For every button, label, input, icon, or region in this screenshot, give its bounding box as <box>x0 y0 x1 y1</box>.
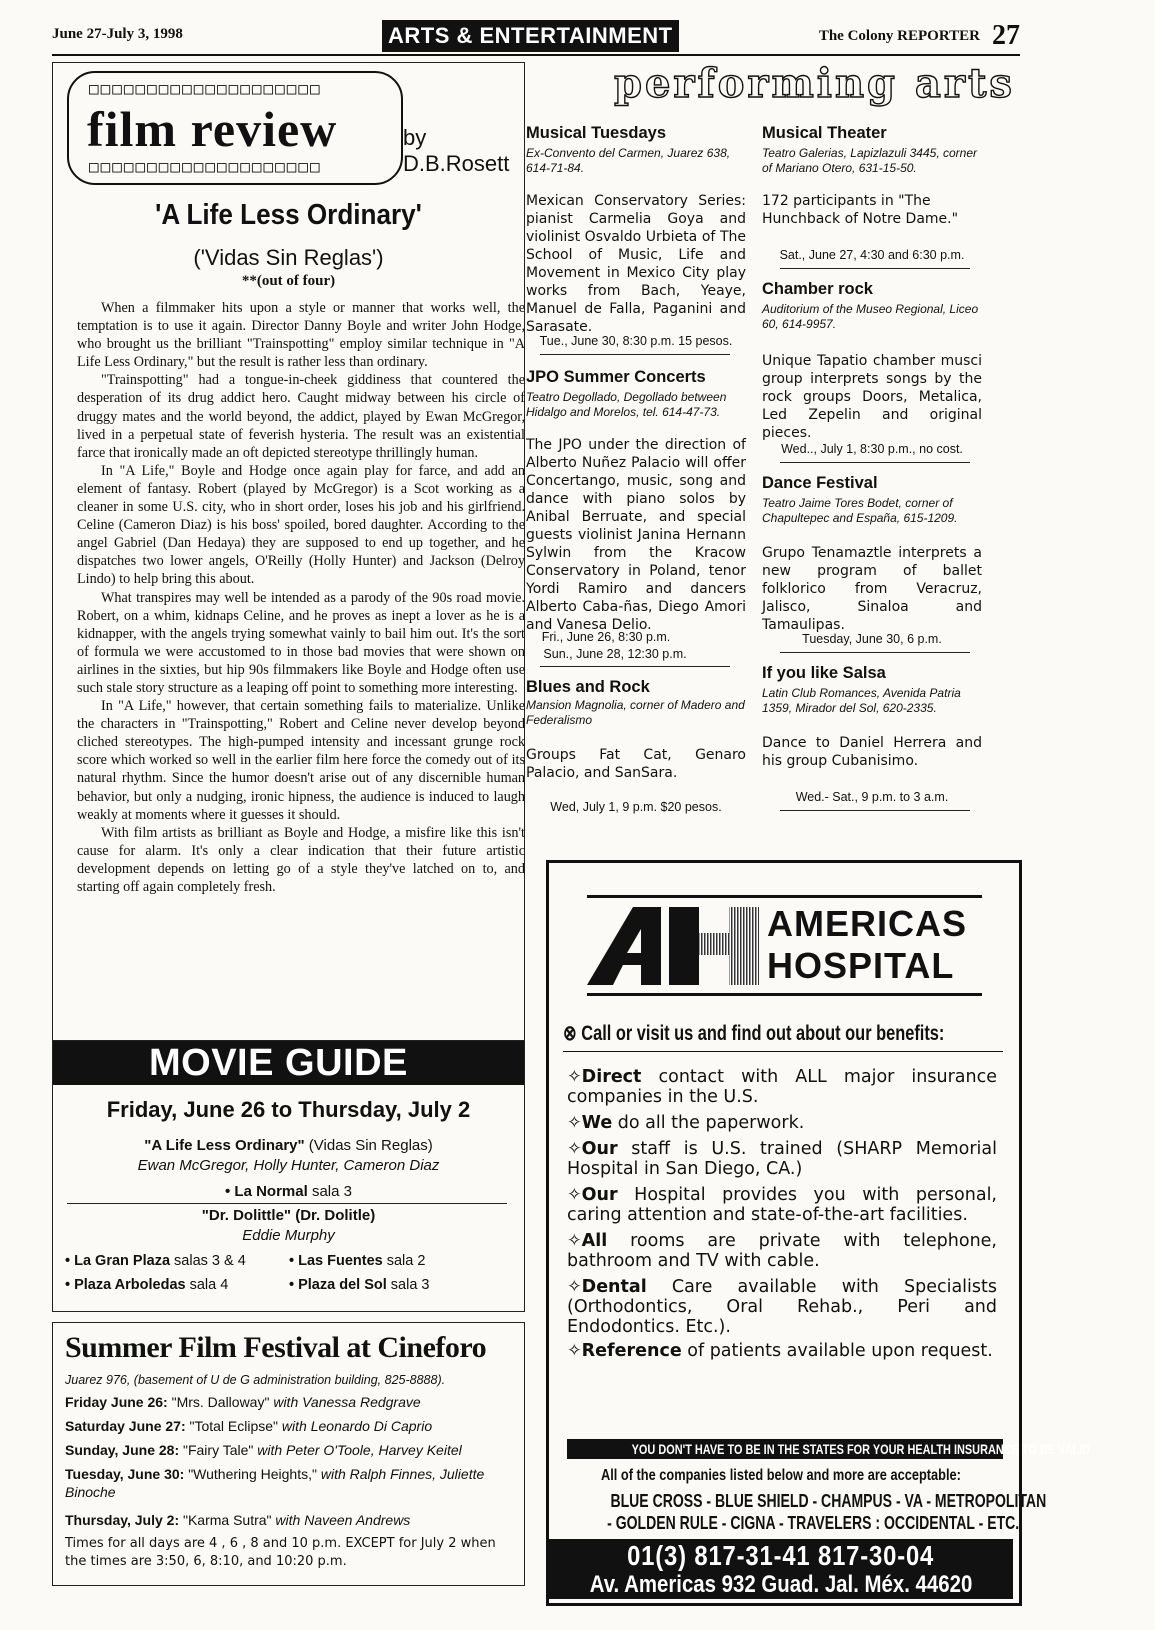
ad-logo-rule <box>587 993 982 996</box>
film1-title: "A Life Less Ordinary" <box>144 1137 305 1154</box>
event-time: Wed.., July 1, 8:30 p.m., no cost. <box>781 442 963 456</box>
event-name: Musical Theater <box>762 124 887 142</box>
accepted-companies-note <box>549 1467 1013 1485</box>
screening-day: Thursday, July 2: <box>65 1512 180 1528</box>
issue-date: June 27-July 3, 1998 <box>52 26 183 42</box>
review-body <box>77 299 525 896</box>
event-description: The JPO under the direction of Alberto Nuñez Palacio will offer Concertango, music, song and dance with piano solos by Anibal Berruate, and special guests violinist Janina Hernann Sylwin from the Kracow Conservatory in Poland, tenor Yordi Ramiro and dancers Alberto Caba-ñas, Diego Amori and Vanesa Delio. <box>526 437 746 633</box>
movie-guide <box>52 1040 525 1312</box>
event-name: If you like Salsa <box>762 664 886 682</box>
accepted-companies-text: All of the companies listed below and more are acceptable: <box>601 1467 961 1484</box>
film-review-heading: film review <box>87 101 338 157</box>
venue-sala: sala 2 <box>382 1253 426 1269</box>
event-divider <box>780 810 970 811</box>
venue-name: • Las Fuentes <box>289 1253 383 1269</box>
film1-alt-title: (Vidas Sin Reglas) <box>304 1137 433 1154</box>
benefit-lead: ✧Reference <box>567 1341 682 1361</box>
event-venue: Ex-Convento del Carmen, Juarez 638, 614-71-84. <box>526 146 731 175</box>
event-divider <box>540 666 730 667</box>
ad-call-to-action: ⊗ Call or visit us and find out about our benefits: <box>563 1022 945 1045</box>
event-time: Sat., June 27, 4:30 and 6:30 p.m. <box>779 248 965 262</box>
phone-text: 01(3) 817-31-41 817-30-04 <box>627 1540 935 1571</box>
screening-cast: with Ralph Finnes, Juliette Binoche <box>65 1466 485 1500</box>
festival-screening <box>65 1417 515 1435</box>
screening-cast: with Naveen Andrews <box>271 1512 411 1528</box>
screening-day: Friday June 26: <box>65 1394 168 1410</box>
benefit-item <box>567 1341 997 1361</box>
benefit-item <box>567 1067 997 1107</box>
screening-film: "Wuthering Heights," <box>184 1466 317 1482</box>
film2-title: "Dr. Dolittle" (Dr. Dolitle) <box>201 1207 376 1224</box>
event-description: Unique Tapatio chamber musci group interprets songs by the rock groups Doors, Metalica, Led Zepelin and original pieces. <box>762 353 982 441</box>
benefit-item <box>567 1113 997 1133</box>
screening-cast: with Leonardo Di Caprio <box>278 1418 433 1434</box>
event-time: Fri., June 26, 8:30 p.m. <box>541 630 671 644</box>
byline <box>403 125 509 177</box>
event-name: JPO Summer Concerts <box>526 368 706 386</box>
film1-cast: Ewan McGregor, Holly Hunter, Cameron Diaz <box>137 1157 440 1174</box>
benefit-lead: ✧We <box>567 1113 613 1133</box>
benefit-item <box>567 1139 997 1179</box>
event-time: Wed.- Sat., 9 p.m. to 3 a.m. <box>795 790 949 804</box>
americas-hospital-ad <box>546 860 1091 1606</box>
review-paragraph: With film artists as brilliant as Boyle and Hodge, a misfire like this isn't cause for alarm. It's only a clear indication that their future artistic development depends on letting go of a style they've latched on to, and starting off again completely fresh. <box>77 824 525 895</box>
event-name: Musical Tuesdays <box>526 124 667 142</box>
ah-logo-icon <box>587 903 767 989</box>
paper-name: The Colony REPORTER <box>818 28 980 44</box>
benefit-text: staff is U.S. trained (SHARP Memorial Hospital in San Diego, CA.) <box>567 1139 997 1179</box>
screening-cast: with Peter O'Toole, Harvey Keitel <box>253 1442 462 1458</box>
benefit-lead: ✧Direct <box>567 1067 642 1087</box>
hospital-name <box>767 903 967 987</box>
event-description: Grupo Tenamaztle interprets a new program of ballet folklorico from Veracruz, Jalisco, Sinaloa and Tamaulipas. <box>762 545 982 633</box>
screening-film: "Mrs. Dalloway" <box>167 1394 270 1410</box>
screening-day: Saturday June 27: <box>65 1418 186 1434</box>
insurance-warning-banner <box>567 1439 1091 1459</box>
venue-sala: sala 4 <box>185 1277 229 1293</box>
event-divider <box>780 652 970 653</box>
review-paragraph: In "A Life," Boyle and Hodge once again play for farce, and add an element of fantasy. Robert (played by McGregor) is a Scot working as a cleaner in some U.S. city, who in short order, loses his job and his girlfriend. Celine (Cameron Diaz) is his boss' spoiled, bored daughter. According to the angel Gabriel (Dan Hedaya) they are supposed to end up together, and he dispatches two lower angels, O'Reilly (Holly Hunter) and Jackson (Delroy Lindo) to help bring this about. <box>77 462 525 588</box>
review-subtitle: ('Vidas Sin Reglas') <box>193 245 384 270</box>
benefit-text: Hospital provides you with personal, caring attention and state-of-the-art facilities. <box>567 1185 997 1225</box>
screening-day: Sunday, June 28: <box>65 1442 180 1458</box>
screening-cast: with Vanessa Redgrave <box>269 1394 421 1410</box>
event-venue: Teatro Degollado, Degollado between Hidalgo and Morelos, tel. 614-47-73. <box>526 390 727 419</box>
venue-item <box>65 1253 246 1269</box>
hospital-name-line2: HOSPITAL <box>767 945 955 986</box>
festival-address: Juarez 976, (basement of U de G administration building, 825-8888). <box>65 1373 446 1387</box>
film-review-header-box <box>67 71 403 185</box>
event-name: Blues and Rock <box>526 678 650 696</box>
event-time: Wed, July 1, 9 p.m. $20 pesos. <box>550 800 722 814</box>
event-divider <box>540 354 730 355</box>
event-venue: Auditorium of the Museo Regional, Liceo 60, 614-9957. <box>762 302 979 331</box>
event-divider <box>780 462 970 463</box>
event-name: Chamber rock <box>762 280 873 298</box>
byline-author: D.B.Rosett <box>403 151 510 176</box>
screening-day: Tuesday, June 30: <box>65 1466 185 1482</box>
screening-film: "Total Eclipse" <box>185 1418 279 1434</box>
festival-title: Summer Film Festival at Cineforo <box>65 1331 487 1364</box>
venue-name: • Plaza Arboledas <box>65 1277 186 1293</box>
screening-film: "Karma Sutra" <box>179 1512 272 1528</box>
festival-screening <box>65 1511 515 1529</box>
film1-venue-sala: sala 3 <box>307 1183 352 1200</box>
venue-name: • Plaza del Sol <box>289 1277 387 1293</box>
performing-arts-title: performing arts <box>614 60 1015 107</box>
insurance-companies-line <box>549 1513 1020 1534</box>
address-text: Av. Americas 932 Guad. Jal. Méx. 44620 <box>589 1571 973 1598</box>
film1-venue-name: • La Normal <box>225 1183 308 1200</box>
box-pattern-top: □□□□□□□□□□□□□□□□□□□□ <box>89 79 322 98</box>
hospital-address <box>549 1571 1013 1599</box>
film2-cast: Eddie Murphy <box>242 1227 335 1244</box>
event-time-2: Sun., June 28, 12:30 p.m. <box>543 647 687 661</box>
page-number: 27 <box>992 20 1020 51</box>
event-venue: Teatro Galerias, Lapizlazuli 3445, corner of Mariano Otero, 631-15-50. <box>762 146 978 175</box>
ad-logo-rule <box>587 895 982 898</box>
benefit-item <box>567 1231 997 1271</box>
festival-screening <box>65 1441 515 1459</box>
event-description: Dance to Daniel Herrera and his group Cubanisimo. <box>762 735 982 769</box>
ad-cta-rule <box>563 1051 1003 1052</box>
festival-screening <box>65 1465 515 1501</box>
event-time: Tue., June 30, 8:30 p.m. 15 pesos. <box>539 334 733 348</box>
venue-name: • La Gran Plaza <box>65 1253 171 1269</box>
screening-film: "Fairy Tale" <box>179 1442 254 1458</box>
event-divider <box>780 268 970 269</box>
insurance-companies-line <box>549 1491 1047 1512</box>
review-title: 'A Life Less Ordinary' <box>155 199 422 231</box>
benefit-text: do all the paperwork. <box>612 1113 805 1133</box>
event-description: Mexican Conservatory Series: pianist Carmelia Goya and violinist Osvaldo Urbieta of The School of Music, Life and Movement in Mexico City play works from Bach, Yeaye, Manuel de Falla, Paganini and Sarasate. <box>526 193 746 335</box>
film-review-section <box>52 62 525 1044</box>
benefit-text: contact with ALL major insurance companies in the U.S. <box>567 1067 997 1107</box>
venue-sala: salas 3 & 4 <box>170 1253 246 1269</box>
benefit-item <box>567 1277 997 1337</box>
companies-text: BLUE CROSS - BLUE SHIELD - CHAMPUS - VA - METROPOLITAN <box>610 1491 1047 1511</box>
movie-guide-banner: MOVIE GUIDE <box>53 1041 524 1085</box>
benefit-lead: ✧Our <box>567 1185 618 1205</box>
event-venue: Teatro Jaime Tores Bodet, corner of Chapultepec and España, 615-1209. <box>762 496 958 525</box>
benefit-text: Care available with Specialists (Orthodontics, Oral Rehab., Peri and Endodontics. Etc.). <box>567 1277 997 1337</box>
review-paragraph: In "A Life," however, that certain something fails to materialize. Unlike the characters in "Trainspotting," Robert and Celine never develop beyond cliched stereotypes. The high-pumped intensity and incessant grunge rock score which worked so well in the earlier film here force the comedy out of its natural rhythm. Since the humor doesn't arise out of any discernible human behavior, but only a nudging, ironic hipness, the audience is induced to laugh weakly at moments where it guesses it should. <box>77 698 525 823</box>
venue-item <box>289 1277 429 1293</box>
festival-times-note: Times for all days are 4 , 6 , 8 and 10 p.m. EXCEPT for July 2 when the times are 3:50, 6, 8:10, and 10:20 p.m. <box>65 1536 496 1569</box>
benefit-lead: ✧Our <box>567 1139 618 1159</box>
movie-guide-dates: Friday, June 26 to Thursday, July 2 <box>106 1097 471 1122</box>
event-description: 172 participants in "The Hunchback of Notre Dame." <box>762 193 959 227</box>
event-time: Tuesday, June 30, 6 p.m. <box>802 632 942 646</box>
film1-venue <box>53 1183 524 1200</box>
benefit-item <box>567 1185 997 1225</box>
byline-by: by <box>403 125 427 150</box>
review-rating: **(out of four) <box>241 273 336 289</box>
film1-title-line <box>53 1137 524 1154</box>
event-venue: Latin Club Romances, Avenida Patria 1359, Mirador del Sol, 620-2335. <box>762 686 961 715</box>
benefit-text: rooms are private with telephone, bathroom and TV with cable. <box>567 1231 997 1271</box>
venue-sala: sala 3 <box>386 1277 430 1293</box>
insurance-warning-text: YOU DON'T HAVE TO BE IN THE STATES FOR YOUR HEALTH INSURANCE TO BE VALID <box>631 1441 1091 1457</box>
masthead <box>52 20 1020 56</box>
companies-text: - GOLDEN RULE - CIGNA - TRAVELERS : OCCIDENTAL - ETC. <box>607 1513 1020 1533</box>
movie-guide-divider <box>67 1203 507 1204</box>
review-paragraph: When a filmmaker hits upon a style or manner that works well, the temptation is to use it again. Director Danny Boyle and writer John Hodge, who brought us the brilliant "Trainspotting" employ similar technique in "A Life Less Ordinary," but the result is rather less than ordinary. <box>77 300 525 371</box>
benefit-lead: ✧All <box>567 1231 608 1251</box>
venue-item <box>289 1253 425 1269</box>
benefit-lead: ✧Dental <box>567 1277 647 1297</box>
benefit-text: of patients available upon request. <box>681 1341 993 1361</box>
event-name: Dance Festival <box>762 474 878 492</box>
event-description: Groups Fat Cat, Genaro Palacio, and SanSara. <box>526 747 746 781</box>
review-paragraph: What transpires may well be intended as a parody of the 90s road movie. Robert, on a whim, kidnaps Celine, and he proves as inept a lover as he is a kidnapper, with the angels trying somewhat vainly to bail him out. It's the sort of formula we were accustomed to in those bad movies that were shown on airlines in the sixties, but hip 90s filmmakers like Boyle and Hodge often use such stale story structure as a leaping off point to something more interesting. <box>77 589 525 696</box>
phone-numbers <box>549 1541 1013 1571</box>
hospital-name-line1: AMERICAS <box>767 903 968 944</box>
section-banner: ARTS & ENTERTAINMENT <box>382 20 679 52</box>
review-paragraph: "Trainspotting" had a tongue-in-cheek giddiness that countered the desperation of its drug addict hero. Caught midway between his circle of druggy mates and the world beyond, the addict, played by Ewan McGregor, lived in a perpetual state of feverish hysteria. The result was an existential farce that ironically made an oft depicted stereotype thrillingly human. <box>77 372 525 461</box>
venue-item <box>65 1277 228 1293</box>
event-venue: Mansion Magnolia, corner of Madero and Federalismo <box>526 698 745 727</box>
festival-screening <box>65 1393 515 1411</box>
box-pattern-bottom: □□□□□□□□□□□□□□□□□□□□ <box>89 157 322 176</box>
ad-contact-footer <box>549 1539 1013 1599</box>
film-festival <box>52 1322 525 1586</box>
americas-hospital-logo <box>587 903 767 989</box>
